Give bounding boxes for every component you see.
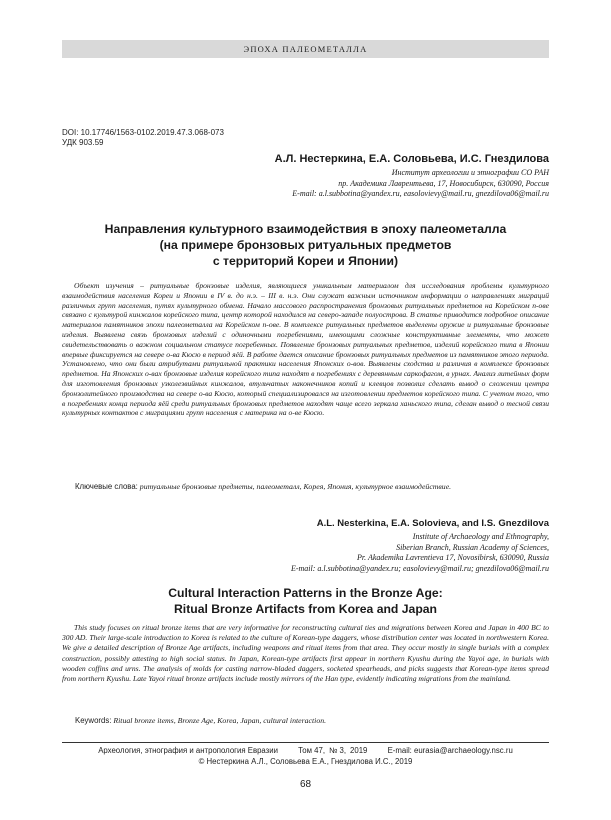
authors-en: A.L. Nesterkina, E.A. Solovieva, and I.S. Gnezdilova: [316, 518, 549, 529]
footer-year: 2019: [350, 746, 368, 755]
keywords-ru: [75, 482, 451, 491]
keywords-en-label: Keywords:: [75, 716, 112, 725]
footer-volume-issue-year: [296, 746, 369, 755]
affiliation-en-institute: Institute of Archaeology and Ethnography,: [412, 532, 549, 541]
abstract-en: This study focuses on ritual bronze items that are very informative for reconstructing cultural ties and migrations between Korea and Japan in 400 BC to 300 AD. Their large-scale introduction to Korea is related to the culture of Korean-type daggers, whose distribution center was located in northwestern Korea. We give a detailed description of Bronze Age artifacts, including weapons and ritual items from that area. They occur mostly in single burials with a complex construction, possibly attesting to high social status. In Japan, Korean-type artifacts first appear in northern Kyushu during the Yayoi age, in burials with wooden coffins and urns. The analysis of molds for casting narrow-bladed daggers, socketed spearheads, and picks suggests that Korean-type items spread from northern Kyushu. Late Yayoi ritual bronze artifacts include mostly mirrors of the Han type, evidently indicating migrations from the mainland.: [62, 623, 549, 684]
udk: УДК 903.59: [62, 138, 104, 147]
affiliation-ru-address: пр. Академика Лаврентьева, 17, Новосибирск, 630090, Россия: [338, 178, 549, 188]
footer-journal-line: [62, 746, 549, 755]
footer-issue: № 3,: [329, 746, 347, 755]
keywords-ru-label: Ключевые слова:: [75, 482, 138, 491]
affiliation-ru-email: E-mail: a.l.subbotina@yandex.ru, easolovievy@mail.ru, gnezdilova06@mail.ru: [292, 189, 549, 198]
affiliation-ru-institute: Институт археологии и этнографии СО РАН: [391, 168, 549, 177]
section-header: ЭПОХА ПАЛЕОМЕТАЛЛА: [62, 40, 549, 58]
page-number: 68: [299, 779, 312, 790]
keywords-en-values: Ritual bronze items, Bronze Age, Korea, Japan, cultural interaction.: [113, 716, 327, 725]
keywords-en: [75, 716, 326, 725]
title-ru-line-2: (на примере бронзовых ритуальных предметов: [159, 238, 452, 252]
footer-divider: [62, 742, 549, 743]
doi: DOI: 10.17746/1563-0102.2019.47.3.068-073: [62, 128, 224, 137]
title-ru-line-1: Направления культурного взаимодействия в эпоху палеометалла: [104, 222, 507, 236]
footer-volume: Том 47,: [298, 746, 325, 755]
keywords-ru-values: ритуальные бронзовые предметы, палеометалл, Корея, Япония, культурное взаимодействие.: [139, 482, 452, 491]
title-ru-line-3: с территорий Кореи и Японии): [212, 254, 399, 268]
affiliation-en-address: Pr. Akademika Lavrentieva 17, Novosibirsk, 630090, Russia: [357, 553, 549, 562]
affiliation-en-email: E-mail: a.l.subbotina@yandex.ru; easolovievy@mail.ru; gnezdilova06@mail.ru: [290, 563, 549, 573]
authors-ru: А.Л. Нестеркина, Е.А. Соловьева, И.С. Гнездилова: [274, 153, 549, 165]
title-en-line-1: Cultural Interaction Patterns in the Bronze Age:: [168, 586, 443, 600]
abstract-ru: Объект изучения – ритуальные бронзовые изделия, являющиеся уникальным материалом для исследования проблемы культурного взаимодействия населения Кореи и Японии в IV в. до н.э. – III в. н.э. Они служат важным источником информации о направлениях миграций различных групп населения, путях культурного обмена. Начало массового распространения бронзовых ритуальных предметов на Корейском п-ове связано с культурой кинжалов корейского типа, центр которой находился на северо-западе полуострова. В статье приводится подробное описание материалов памятников эпохи палеометалла на Корейском п-ове. В комплексе ритуальных предметов выделены оружие и ритуальные бронзовые изделия. Выявлена связь бронзовых изделий с одиночными погребениями, имеющими сложные конструктивные элементы, что может свидетельствовать о важном социальном статусе погребенных. Появление бронзовых ритуальных предметов, изделий корейского типа в Японии впервые фиксируется на севере о-ва Кюсю в период яёй. В работе дается описание бронзовых ритуальных предметов из памятников этого периода. Установлено, что они были атрибутами ритуальной практики населения Японских о-вов. Выявлены сходства и различия в комплексе бронзовых предметов. На Японских о-вах бронзовые изделия корейского типа находят в погребениях с деревянным саркофагом, в урнах. Анализ литейных форм для изготовления бронзовых узколезвийных кинжалов, втульчатых наконечников копий и клевцов позволил сделать вывод о сложении центра бронзолитейного производства на севере о-ва Кюсю, который специализировался на изготовлении предметов корейского типа. С учетом того, что в погребениях конца периода яёй среди ритуальных бронзовых предметов находят чаще всего зеркала ханьского типа, сделан вывод о тесной связи культурных контактов с миграциями групп населения с материка на о-ве Кюсю.: [62, 281, 549, 418]
footer-copyright: © Нестеркина А.Л., Соловьева Е.А., Гнездилова И.С., 2019: [198, 757, 413, 766]
affiliation-en-branch: Siberian Branch, Russian Academy of Sciences,: [396, 542, 549, 552]
title-en-line-2: Ritual Bronze Artifacts from Korea and Japan: [174, 602, 437, 616]
footer-email: E-mail: eurasia@archaeology.nsc.ru: [387, 746, 513, 755]
footer-journal: Археология, этнография и антропология Евразии: [98, 746, 278, 755]
